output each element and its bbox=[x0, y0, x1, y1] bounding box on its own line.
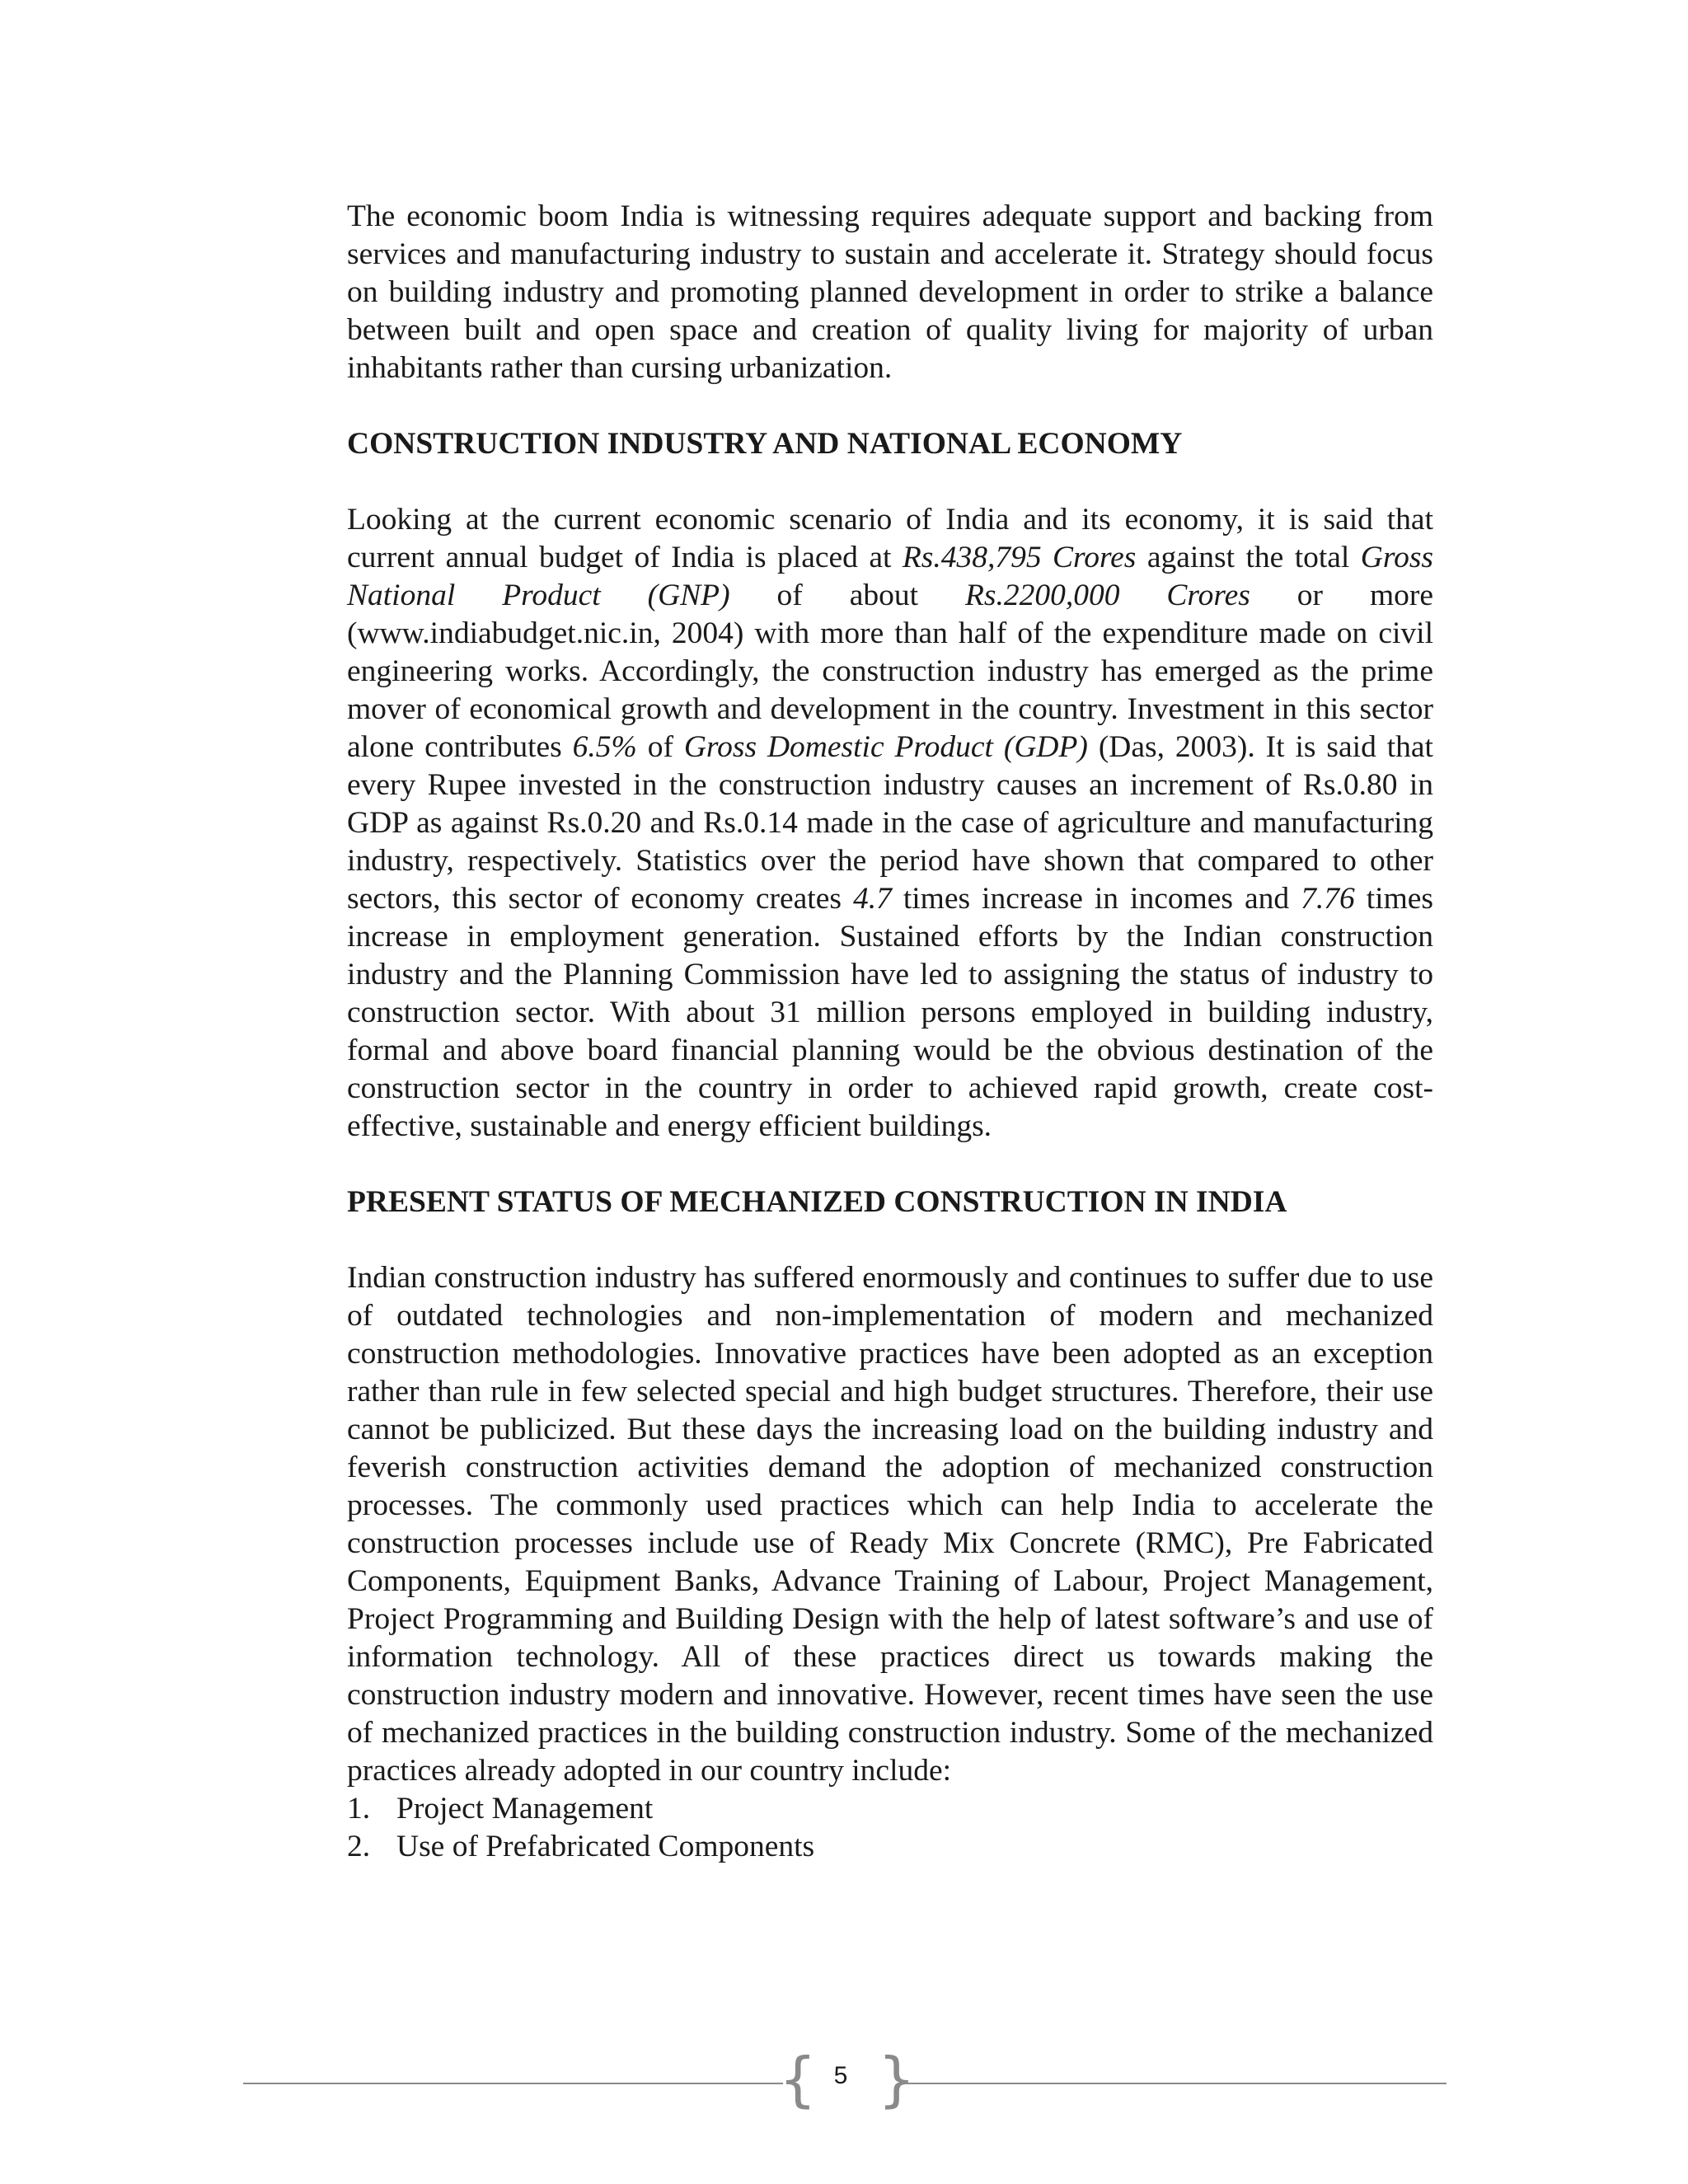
practices-list bbox=[347, 1790, 1433, 1866]
open-bracket-icon: { bbox=[779, 2045, 817, 2114]
footer-rule-left bbox=[243, 2083, 783, 2084]
economy-text-1: Looking at the current economic scenario of India and its economy, it is said that current annual budget of India is placed at bbox=[347, 503, 1433, 574]
economy-text-8: times increase in employment generation. Sustained efforts by the Indian construction industry and the Planning Commission have led to assigning the status of industry to construction sector. With about 31 million persons employed in building industry, formal and above board financial planning would be the obvious destination of the construction sector in the country in order to achieved rapid growth, create cost-effective, sustainable and energy efficient buildings. bbox=[347, 882, 1434, 1143]
gdp-term: Gross Domestic Product (GDP) bbox=[683, 730, 1088, 764]
budget-figure: Rs.438,795 Crores bbox=[902, 541, 1137, 574]
list-item bbox=[347, 1790, 1433, 1828]
page-footer bbox=[243, 2046, 1447, 2121]
list-item-number: 2. bbox=[347, 1830, 371, 1863]
income-multiplier: 4.7 bbox=[852, 882, 892, 916]
economy-text-3: of about bbox=[729, 579, 965, 612]
section-heading-mechanized-construction: PRESENT STATUS OF MECHANIZED CONSTRUCTION IN INDIA bbox=[347, 1185, 1287, 1219]
list-item bbox=[347, 1828, 1433, 1866]
mechanized-paragraph: Indian construction industry has suffered enormously and continues to suffer due to use of outdated technologies and non-implementation of modern and mechanized construction methodologies. Innovative practices have been adopted as an exception rather than rule in few selected special and high budget structures. Therefore, their use cannot be publicized. But these days the increasing load on the building industry and feverish construction activities demand the adoption of mechanized construction processes. The commonly used practices which can help India to accelerate the construction processes include use of Ready Mix Concrete (RMC), Pre Fabricated Components, Equipment Banks, Advance Training of Labour, Project Management, Project Programming and Building Design with the help of latest software’s and use of information technology. All of these practices direct us towards making the construction industry modern and innovative. However, recent times have seen the use of mechanized practices in the building construction industry. Some of the mechanized practices already adopted in our country include: bbox=[347, 1261, 1433, 1788]
list-item-text: Use of Prefabricated Components bbox=[396, 1830, 815, 1863]
gnp-figure: Rs.2200,000 Crores bbox=[964, 579, 1250, 612]
list-item-text: Project Management bbox=[396, 1792, 654, 1825]
economy-text-4: or more (www.indiabudget.nic.in, 2004) with more than half of the expenditure made on civil engineering works. Accordingly, the construction industry has emerged as the prime mover of economical growth and development in the country. Investment in this sector alone contributes bbox=[347, 579, 1433, 764]
economy-paragraph bbox=[347, 501, 1433, 1146]
footer-rule-right bbox=[898, 2083, 1447, 2084]
intro-paragraph: The economic boom India is witnessing requires adequate support and backing from services and manufacturing industry to sustain and accelerate it. Strategy should focus on building industry and promoting planned development in order to strike a balance between built and open space and creation of quality living for majority of urban inhabitants rather than cursing urbanization. bbox=[347, 199, 1433, 385]
gnp-term: Gross National Product (GNP) bbox=[347, 541, 1434, 612]
section-heading-construction-economy: CONSTRUCTION INDUSTRY AND NATIONAL ECONOMY bbox=[347, 427, 1183, 461]
document-body bbox=[347, 198, 1433, 1866]
economy-text-2: against the total bbox=[1136, 541, 1361, 574]
gdp-share-figure: 6.5% bbox=[572, 730, 637, 764]
economy-text-6: (Das, 2003). It is said that every Rupee invested in the construction industry causes an increment of Rs.0.80 in GDP as against Rs.0.20 and Rs.0.14 made in the case of agriculture and manufacturing industry, respectively. Statistics over the period have shown that compared to other sectors, this sector of economy creates bbox=[347, 730, 1433, 916]
economy-text-5: of bbox=[636, 730, 684, 764]
employment-multiplier: 7.76 bbox=[1301, 882, 1355, 916]
close-bracket-icon: } bbox=[878, 2045, 916, 2114]
page-number: 5 bbox=[833, 2062, 848, 2089]
list-item-number: 1. bbox=[347, 1792, 371, 1825]
economy-text-7: times increase in incomes and bbox=[891, 882, 1301, 916]
